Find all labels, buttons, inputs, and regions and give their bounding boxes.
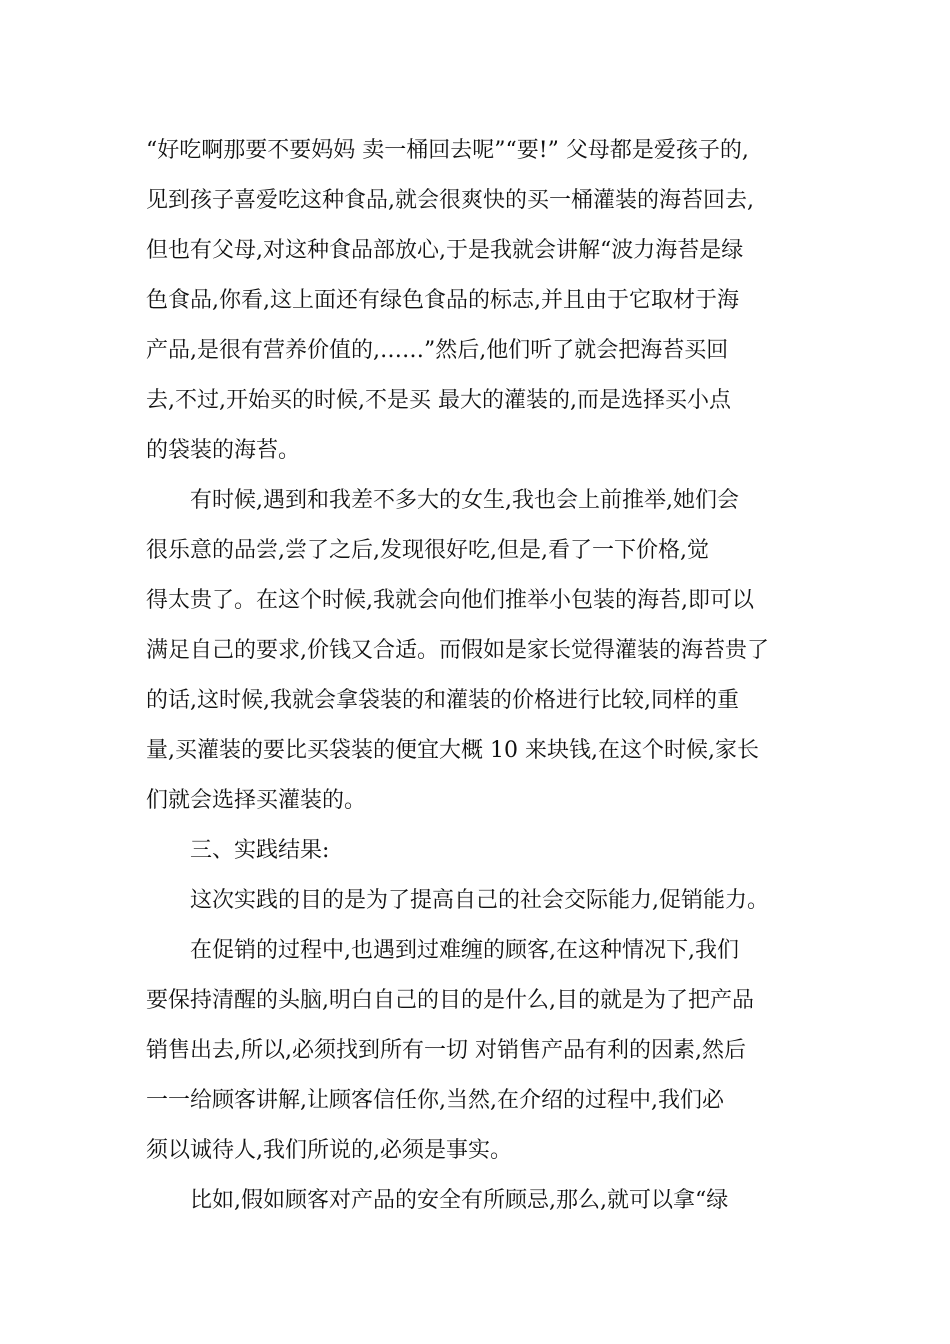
text-line-1: “好吃啊那要不要妈妈 卖一桶回去呢”“要!” 父母都是爱孩子的,	[146, 138, 749, 163]
text-line-18: 要保持清醒的头脑,明白自己的目的是什么,目的就是为了把产品	[146, 988, 754, 1013]
text-line-19: 销售出去,所以,必须找到所有一切 对销售产品有利的因素,然后	[146, 1038, 746, 1063]
text-line-7: 的袋装的海苔。	[146, 438, 301, 463]
text-line-16: 这次实践的目的是为了提高自己的社会交际能力,促销能力。	[190, 888, 769, 913]
text-line-8: 有时候,遇到和我差不多大的女生,我也会上前推举,她们会	[190, 488, 739, 513]
text-line-21: 须以诚待人,我们所说的,必须是事实。	[146, 1138, 512, 1163]
text-line-9: 很乐意的品尝,尝了之后,发现很好吃,但是,看了一下价格,觉	[146, 538, 709, 563]
text-line-6: 去,不过,开始买的时候,不是买 最大的灌装的,而是选择买小点	[146, 388, 731, 413]
text-line-20: 一一给顾客讲解,让顾客信任你,当然,在介绍的过程中,我们必	[146, 1088, 724, 1113]
text-line-5: 产品,是很有营养价值的,……”然后,他们听了就会把海苔买回	[146, 338, 729, 363]
text-line-13: 量,买灌装的要比买袋装的便宜大概 10 来块钱,在这个时候,家长	[146, 738, 759, 763]
text-line-3: 但也有父母,对这种食品部放心,于是我就会讲解“波力海苔是绿	[146, 238, 744, 263]
text-line-4: 色食品,你看,这上面还有绿色食品的标志,并且由于它取材于海	[146, 288, 739, 313]
text-line-10: 得太贵了。在这个时候,我就会向他们推举小包装的海苔,即可以	[146, 588, 754, 613]
text-line-14: 们就会选择买灌装的。	[146, 788, 367, 813]
text-line-12: 的话,这时候,我就会拿袋装的和灌装的价格进行比较,同样的重	[146, 688, 739, 713]
text-line-11: 满足自己的要求,价钱又合适。而假如是家长觉得灌装的海苔贵了	[146, 638, 769, 663]
text-line-22: 比如,假如顾客对产品的安全有所顾忌,那么,就可以拿“绿	[190, 1188, 729, 1213]
text-line-2: 见到孩子喜爱吃这种食品,就会很爽快的买一桶灌装的海苔回去,	[146, 188, 754, 213]
text-line-17: 在促销的过程中,也遇到过难缠的顾客,在这种情况下,我们	[190, 938, 739, 963]
section-heading: 三、实践结果:	[190, 838, 330, 863]
